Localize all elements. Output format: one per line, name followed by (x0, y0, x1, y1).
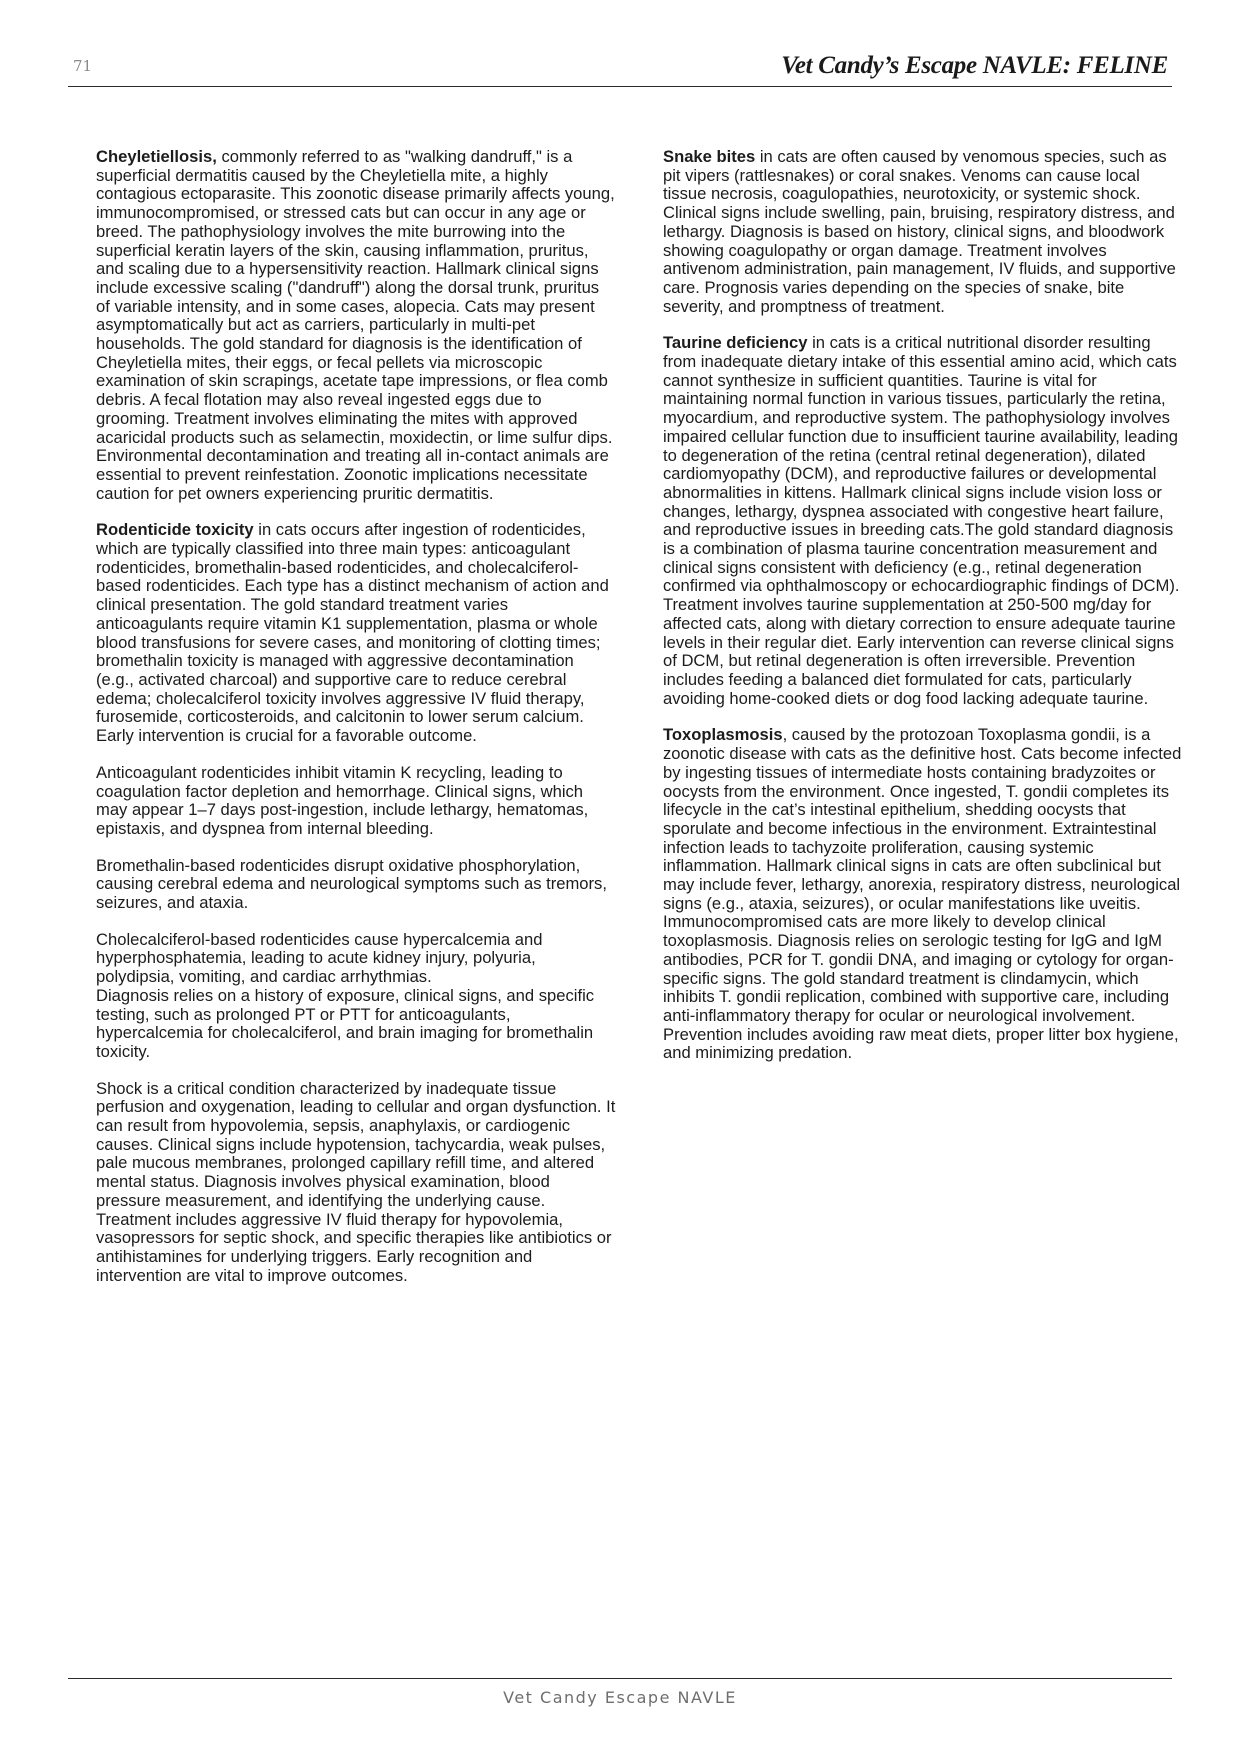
paragraph-rodenticide-toxicity (96, 521, 616, 745)
paragraph-bromethalin (96, 857, 616, 913)
paragraph-text: Cholecalciferol-based rodenticides cause hypercalcemia and hyperphosphatemia, leading to acute kidney injury, polyuria, polydipsia, vomiting, and cardiac arrhythmias. Diagnosis relies on a history of exposure, clinical signs, and specific testing, such as prolonged PT or PTT for anticoagulants, hypercalcemia for cholecalciferol, and brain imaging for bromethalin toxicity. (96, 929, 595, 1061)
paragraph-text: , caused by the protozoan Toxoplasma gondii, is a zoonotic disease with cats as the definitive host. Cats become infected by ingesting tissues of intermediate hosts containing bradyzoites or oocysts from the environment. Once ingested, T. gondii completes its lifecycle in the cat’s intestinal epithelium, shedding oocysts that sporulate and become infectious in the environment. Extraintestinal infection leads to tachyzoite proliferation, causing systemic inflammation. Hallmark clinical signs in cats are often subclinical but may include fever, lethargy, anorexia, respiratory distress, neurological signs (e.g., ataxia, seizures), or ocular manifestations like uveitis. Immunocompromised cats are more likely to develop clinical toxoplasmosis. Diagnosis relies on serologic testing for IgG and IgM antibodies, PCR for T. gondii DNA, and imaging or cytology for organ-specific signs. The gold standard treatment is clindamycin, which inhibits T. gondii replication, combined with supportive care, including anti-inflammatory therapy for ocular or neurological involvement. Prevention includes avoiding raw meat diets, proper litter box hygiene, and minimizing predation. (663, 725, 1182, 1063)
paragraph-text: in cats occurs after ingestion of rodenticides, which are typically classified into three main types: anticoagulant rodenticides, bromethalin-based rodenticides, and cholecalciferol-based rodenticides. Each type has a distinct mechanism of action and clinical presentation. The gold standard treatment varies anticoagulants require vitamin K1 supplementation, plasma or whole blood transfusions for severe cases, and monitoring of clotting times; bromethalin toxicity is managed with aggressive decontamination (e.g., activated charcoal) and supportive care to reduce cerebral edema; cholecalciferol toxicity involves aggressive IV fluid therapy, furosemide, corticosteroids, and calcitonin to lower serum calcium. Early intervention is crucial for a favorable outcome. (96, 520, 609, 746)
lead-term: Snake bites (663, 147, 756, 166)
paragraph-taurine-deficiency (663, 334, 1183, 708)
paragraph-cholecalciferol (96, 931, 616, 1062)
page-number: 71 (73, 57, 93, 75)
paragraph-text: in cats are often caused by venomous species, such as pit vipers (rattlesnakes) or coral snakes. Venoms can cause local tissue necrosis, coagulopathies, neurotoxicity, or systemic shock. Clinical signs include swelling, pain, bruising, respiratory distress, and lethargy. Diagnosis is based on history, clinical signs, and bloodwork showing coagulopathy or organ damage. Treatment involves antivenom administration, pain management, IV fluids, and supportive care. Prognosis varies depending on the species of snake, bite severity, and promptness of treatment. (663, 147, 1176, 316)
right-column (663, 148, 1183, 1081)
lead-term: Cheyletiellosis, (96, 147, 217, 166)
footer-rule (68, 1678, 1172, 1679)
footer-text: Vet Candy Escape NAVLE (503, 1688, 737, 1707)
lead-term: Taurine deficiency (663, 333, 808, 353)
paragraph-text: Anticoagulant rodenticides inhibit vitamin K recycling, leading to coagulation factor depletion and hemorrhage. Clinical signs, which may appear 1–7 days post-ingestion, include lethargy, hematomas, epistaxis, and dyspnea from internal bleeding. (96, 762, 589, 838)
paragraph-snake-bites (663, 148, 1183, 316)
lead-term: Rodenticide toxicity (96, 520, 254, 540)
paragraph-text: in cats is a critical nutritional disorder resulting from inadequate dietary intake of this essential amino acid, which cats cannot synthesize in sufficient quantities. Taurine is vital for maintaining normal function in various tissues, particularly the retina, myocardium, and reproductive system. The pathophysiology involves impaired cellular function due to insufficient taurine availability, leading to degeneration of the retina (central retinal degeneration), dilated cardiomyopathy (DCM), and reproductive failures or developmental abnormalities in kittens. Hallmark clinical signs include vision loss or changes, lethargy, dyspnea associated with congestive heart failure, and reproductive issues in breeding cats.The gold standard diagnosis is a combination of plasma taurine concentration measurement and clinical signs consistent with deficiency (e.g., retinal degeneration confirmed via ophthalmoscopy or echocardiographic findings of DCM). Treatment involves taurine supplementation at 250-500 mg/day for affected cats, along with dietary correction to ensure adequate taurine levels in their regular diet. Early intervention can reverse clinical signs of DCM, but retinal degeneration is often irreversible. Prevention includes feeding a balanced diet formulated for cats, particularly avoiding home-cooked diets or dog food lacking adequate taurine. (663, 333, 1180, 708)
header-rule (68, 86, 1172, 87)
left-column (96, 148, 616, 1303)
header-title: Vet Candy’s Escape NAVLE: FELINE (781, 52, 1168, 79)
paragraph-cheyletiellosis (96, 148, 616, 503)
paragraph-text: Shock is a critical condition characterized by inadequate tissue perfusion and oxygenation, leading to cellular and organ dysfunction. It can result from hypovolemia, sepsis, anaphylaxis, or cardiogenic causes. Clinical signs include hypotension, tachycardia, weak pulses, pale mucous membranes, prolonged capillary refill time, and altered mental status. Diagnosis involves physical examination, blood pressure measurement, and identifying the underlying cause. Treatment includes aggressive IV fluid therapy for hypovolemia, vasopressors for septic shock, and specific therapies like antibiotics or antihistamines for underlying triggers. Early recognition and intervention are vital to improve outcomes. (96, 1078, 616, 1285)
paragraph-text: commonly referred to as "walking dandruff," is a superficial dermatitis caused by the Cheyletiella mite, a highly contagious ectoparasite. This zoonotic disease primarily affects young, immunocompromised, or stressed cats but can occur in any age or breed. The pathophysiology involves the mite burrowing into the superficial keratin layers of the skin, causing inflammation, pruritus, and scaling due to a hypersensitivity reaction. Hallmark clinical signs include excessive scaling ("dandruff") along the dorsal trunk, pruritus of variable intensity, and in some cases, alopecia. Cats may present asymptomatically but act as carriers, particularly in multi-pet households. The gold standard for diagnosis is the identification of Cheyletiella mites, their eggs, or fecal pellets via microscopic examination of skin scrapings, acetate tape impressions, or flea comb debris. A fecal flotation may also reveal ingested eggs due to grooming. Treatment involves eliminating the mites with approved acaricidal products such as selamectin, moxidectin, or lime sulfur dips. Environmental decontamination and treating all in-contact animals are essential to prevent reinfestation. Zoonotic implications necessitate caution for pet owners experiencing pruritic dermatitis. (96, 147, 615, 503)
paragraph-shock (96, 1080, 616, 1286)
lead-term: Toxoplasmosis (663, 725, 783, 745)
paragraph-anticoagulant (96, 764, 616, 839)
paragraph-text: Bromethalin-based rodenticides disrupt oxidative phosphorylation, causing cerebral edema and neurological symptoms such as tremors, seizures, and ataxia. (96, 855, 607, 913)
paragraph-toxoplasmosis (663, 726, 1183, 1063)
